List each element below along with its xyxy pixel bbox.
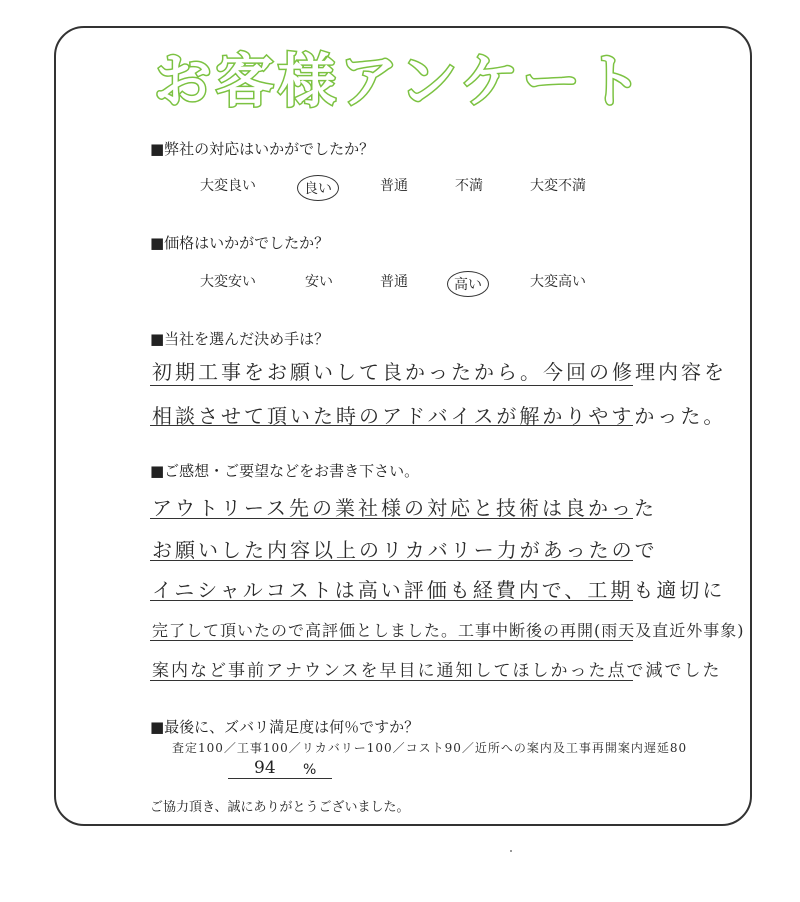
- percent-sign: %: [303, 762, 317, 778]
- question-price: ■価格はいかがでしたか？: [150, 234, 330, 252]
- answer-rule: [150, 600, 633, 601]
- option-normal-price[interactable]: 普通: [380, 274, 408, 290]
- option-very-good[interactable]: 大変良い: [200, 178, 256, 194]
- reason-answer-line-1: 初期工事をお願いして良かったから。今回の修理内容を: [152, 360, 727, 384]
- satisfaction-value: 94: [254, 758, 276, 778]
- satisfaction-breakdown: 査定100／工事100／リカバリー100／コスト90／近所への案内及工事再開案内遅延80: [172, 741, 688, 755]
- scan-speck: [510, 850, 512, 852]
- answer-rule: [150, 385, 633, 386]
- option-good-selected[interactable]: 良い: [297, 175, 339, 201]
- answer-rule: [150, 640, 633, 641]
- question-service: ■弊社の対応はいかがでしたか？: [150, 140, 375, 158]
- question-reason: ■当社を選んだ決め手は？: [150, 330, 330, 348]
- option-dissatisfied[interactable]: 不満: [455, 178, 483, 194]
- thanks-message: ご協力頂き、誠にありがとうございました。: [150, 800, 410, 815]
- comment-line-3: イニシャルコストは高い評価も経費内で、工期も適切に: [152, 578, 726, 602]
- comment-line-4: 完了して頂いたので高評価としました。工事中断後の再開(雨天及直近外事象): [152, 621, 745, 640]
- option-very-cheap[interactable]: 大変安い: [200, 274, 256, 290]
- question-satisfaction: ■最後に、ズバリ満足度は何％ですか？: [150, 718, 420, 736]
- question-comments: ■ご感想・ご要望などをお書き下さい。: [150, 462, 420, 480]
- answer-rule: [150, 560, 633, 561]
- option-very-dissatisfied[interactable]: 大変不満: [530, 178, 586, 194]
- option-normal[interactable]: 普通: [380, 178, 408, 194]
- reason-answer-line-2: 相談させて頂いた時のアドバイスが解かりやすかった。: [152, 404, 727, 428]
- satisfaction-rule: [228, 778, 332, 779]
- option-very-expensive[interactable]: 大変高い: [530, 274, 586, 290]
- comment-line-5: 案内など事前アナウンスを早目に通知してほしかった点で減でした: [152, 661, 722, 681]
- survey-title: お客様アンケート: [153, 47, 647, 115]
- comment-line-1: アウトリース先の業社様の対応と技術は良かった: [152, 496, 657, 520]
- option-expensive-selected[interactable]: 高い: [447, 271, 489, 297]
- answer-rule: [150, 518, 633, 519]
- answer-rule: [150, 680, 633, 681]
- comment-line-2: お願いした内容以上のリカバリー力があったので: [152, 538, 658, 562]
- answer-rule: [150, 425, 633, 426]
- option-cheap[interactable]: 安い: [305, 274, 333, 290]
